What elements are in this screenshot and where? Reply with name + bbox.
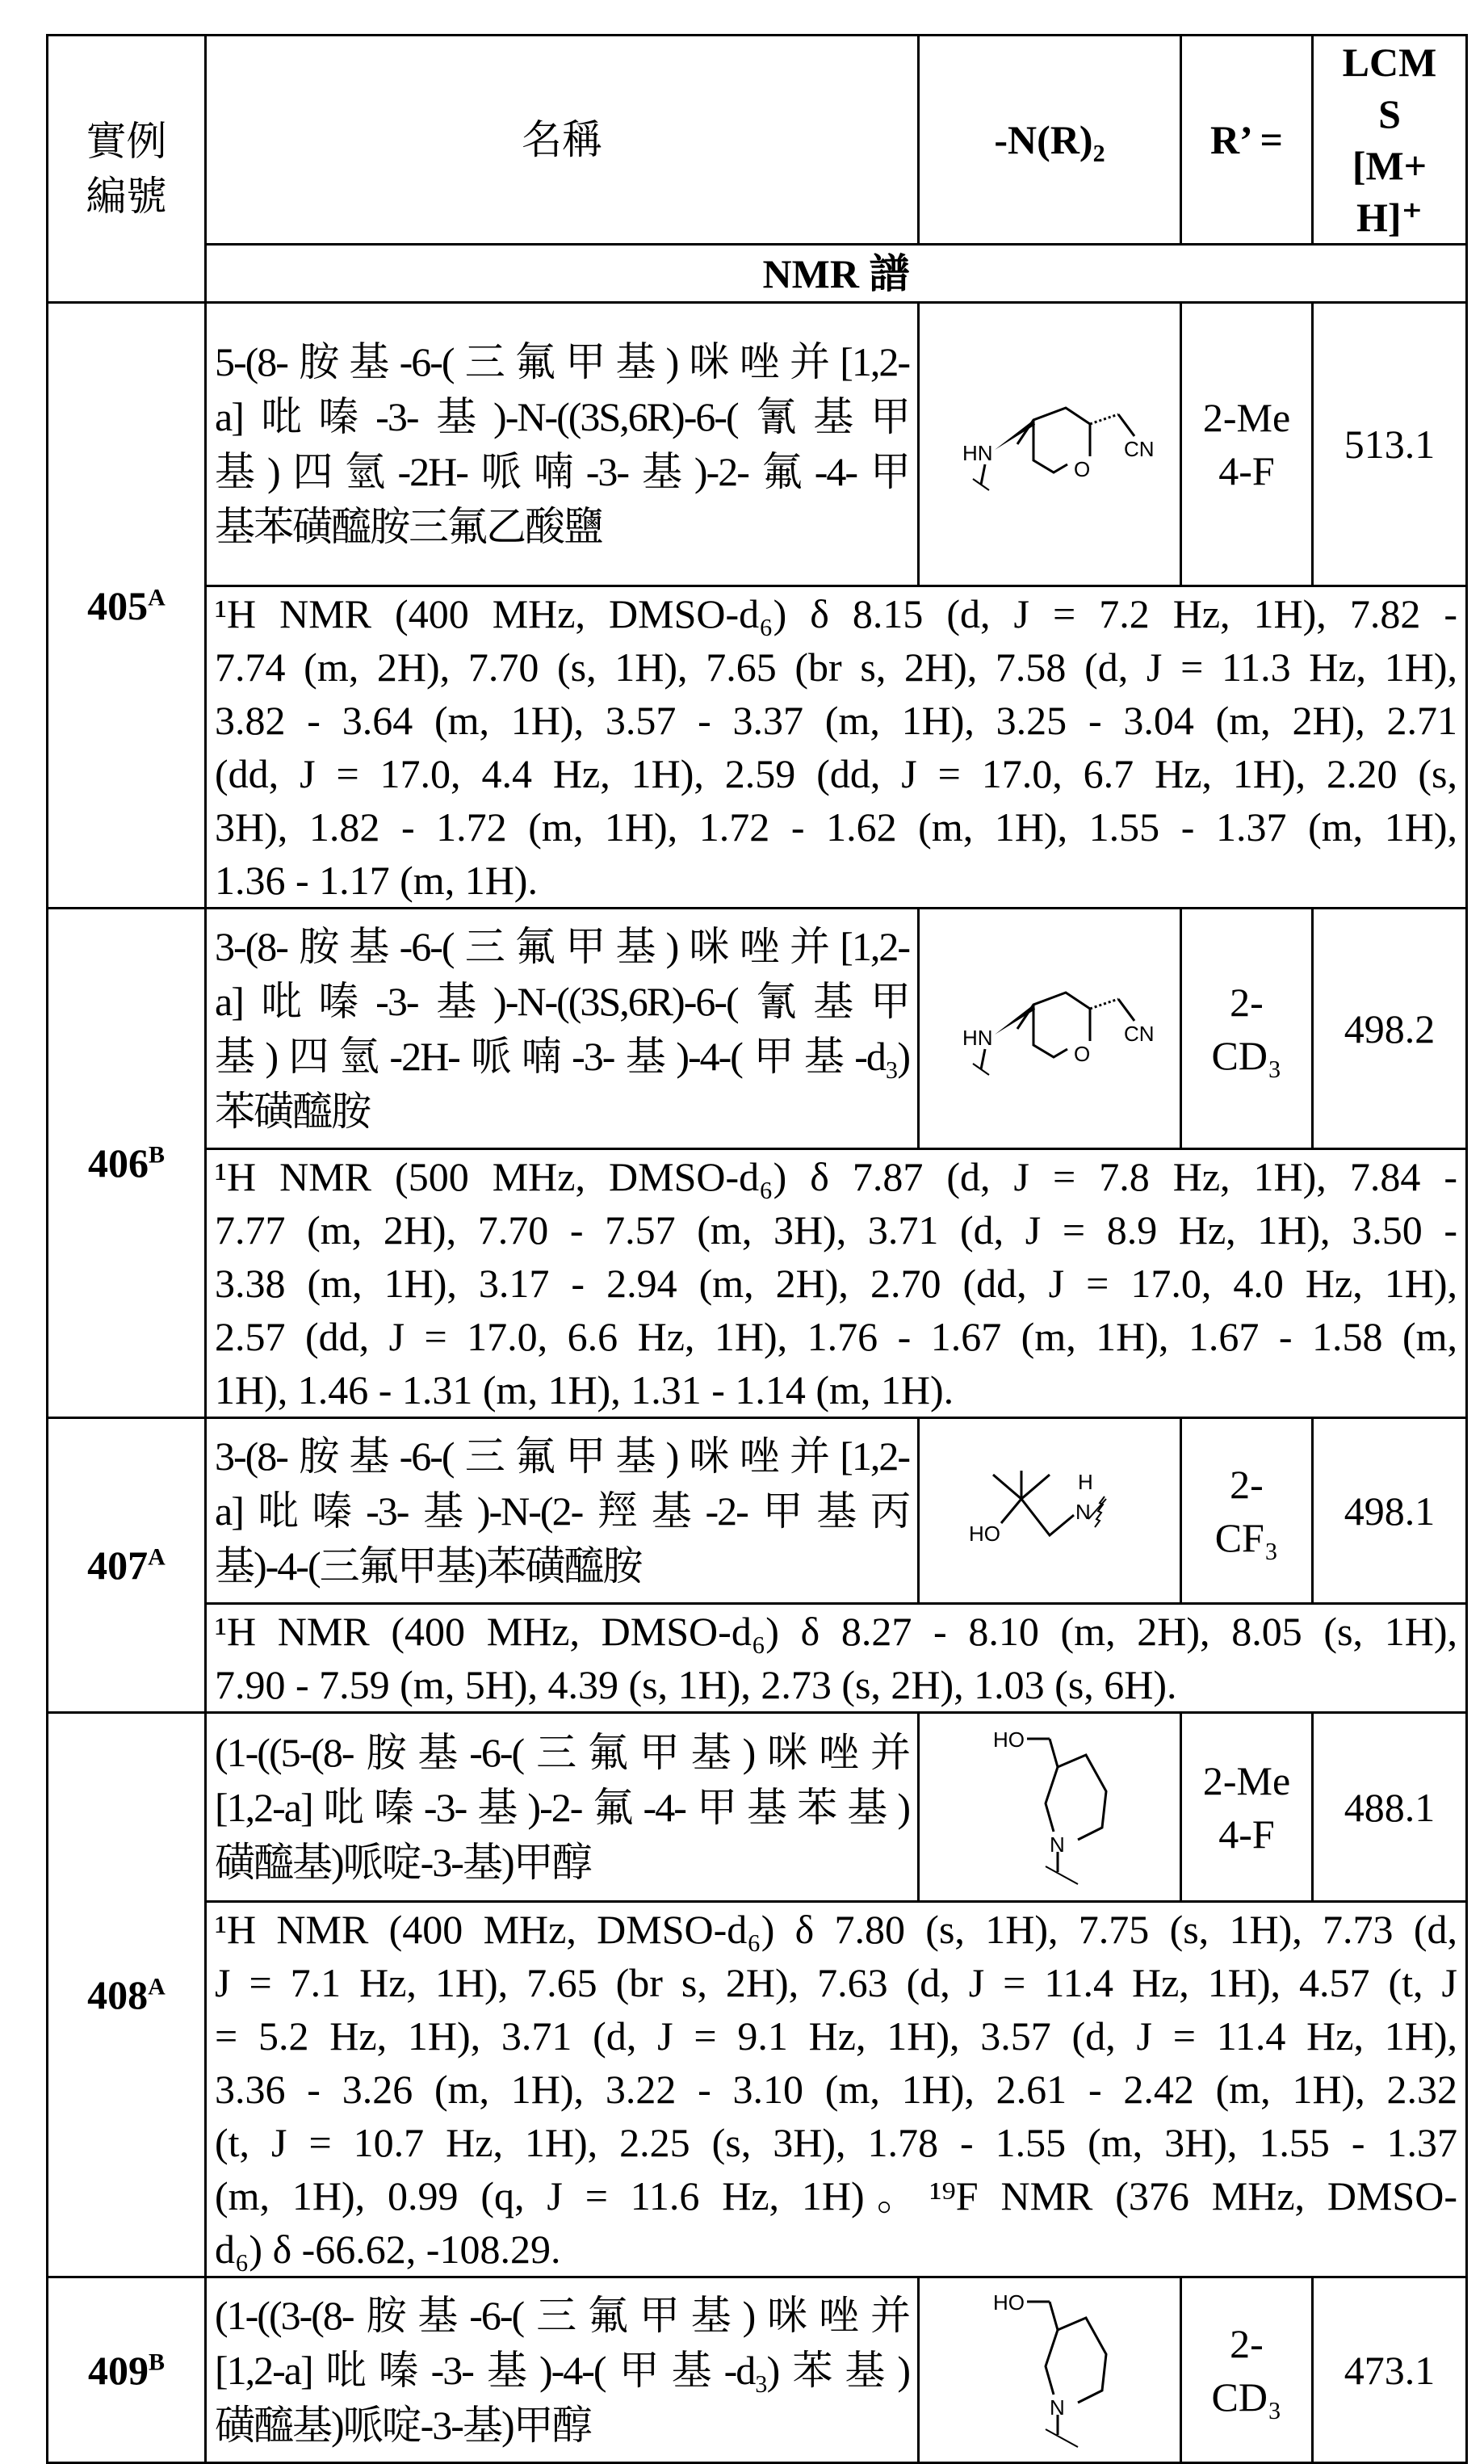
r-prime-cell xyxy=(1181,1418,1313,1604)
example-number xyxy=(48,1713,206,2277)
svg-text:O: O xyxy=(1074,457,1090,481)
table-row xyxy=(48,1418,1467,1604)
svg-text:HO: HO xyxy=(993,1727,1025,1752)
svg-text:HN: HN xyxy=(962,441,993,465)
nr2-structure-cell xyxy=(919,2277,1181,2463)
name-line: 3-(8-胺基-6-(三氟甲基)咪唑并[1,2- xyxy=(215,1429,909,1484)
compound-name xyxy=(206,303,919,586)
r-prime-line: 4-F xyxy=(1190,1807,1303,1861)
nmr-spectrum xyxy=(206,1149,1467,1418)
svg-text:N: N xyxy=(1050,1832,1065,1857)
example-id: 406 xyxy=(88,1140,149,1186)
name-line: a]吡嗪-3-基)-N-((3S,6R)-6-(氰基甲 xyxy=(215,389,909,444)
example-number xyxy=(48,2277,206,2463)
name-line: 5-(8-胺基-6-(三氟甲基)咪唑并[1,2- xyxy=(215,334,909,389)
lcms-value: 513.1 xyxy=(1313,303,1467,586)
header-line: 實例 xyxy=(57,114,196,169)
svg-text:HN: HN xyxy=(962,1026,993,1050)
nr2-structure-cell xyxy=(919,303,1181,586)
table-row xyxy=(48,1713,1467,1902)
name-line: a]吡嗪-3-基)-N-((3S,6R)-6-(氰基甲 xyxy=(215,974,909,1029)
example-number xyxy=(48,1418,206,1713)
nr2-structure-cell xyxy=(919,1418,1181,1604)
compound-name xyxy=(206,909,919,1149)
lcms-value: 488.1 xyxy=(1313,1713,1467,1902)
nmr-line: 3.82 - 3.64 (m, 1H), 3.57 - 3.37 (m, 1H), 3.25 - 3.04 (m, 2H), 2.71 xyxy=(215,694,1457,747)
header-nmr: NMR 譜 xyxy=(206,245,1467,303)
nmr-line: ¹H NMR (400 MHz, DMSO-d₆) δ 7.80 (s, 1H), 7.75 (s, 1H), 7.73 (d, xyxy=(215,1903,1457,1956)
r-prime-line: 2- xyxy=(1190,2317,1303,2370)
nr2-structure-cell xyxy=(919,909,1181,1149)
nmr-line: 7.74 (m, 2H), 7.70 (s, 1H), 7.65 (br s, 2H), 7.58 (d, J = 11.3 Hz, 1H), xyxy=(215,640,1457,694)
table-row xyxy=(48,303,1467,586)
piperidinylmethanol-structure xyxy=(969,2286,1130,2455)
name-line: (1-((5-(8-胺基-6-(三氟甲基)咪唑并 xyxy=(215,1725,909,1780)
header-lcms xyxy=(1313,36,1467,245)
svg-text:O: O xyxy=(1074,1042,1090,1066)
nmr-line: 7.90 - 7.59 (m, 5H), 4.39 (s, 1H), 2.73 (s, 2H), 1.03 (s, 6H). xyxy=(215,1658,1457,1711)
table-row xyxy=(48,909,1467,1149)
name-line: 基苯磺醯胺三氟乙酸鹽 xyxy=(215,499,909,554)
nmr-line: (t, J = 10.7 Hz, 1H), 2.25 (s, 3H), 1.78 - 1.55 (m, 3H), 1.55 - 1.37 xyxy=(215,2116,1457,2169)
r-prime-line: 2- xyxy=(1190,976,1303,1029)
example-id: 405 xyxy=(87,583,148,628)
example-id: 407 xyxy=(87,1543,148,1588)
example-footnote: A xyxy=(148,1543,166,1570)
nmr-spectrum xyxy=(206,586,1467,909)
svg-text:CN: CN xyxy=(1124,437,1155,461)
example-footnote: A xyxy=(148,584,166,611)
name-line: [1,2-a]吡嗪-3-基)-4-(甲基-d₃)苯基) xyxy=(215,2343,909,2398)
header-line: S xyxy=(1322,88,1457,140)
example-number xyxy=(48,909,206,1418)
lcms-value: 498.1 xyxy=(1313,1418,1467,1604)
r-prime-line: CD₃ xyxy=(1190,1029,1303,1082)
header-r-prime: R’ = xyxy=(1181,36,1313,245)
name-line: 磺醯基)哌啶-3-基)甲醇 xyxy=(215,1835,909,1890)
svg-text:HO: HO xyxy=(969,1522,1000,1546)
svg-text:N: N xyxy=(1050,2395,1065,2420)
header-line: 編號 xyxy=(57,169,196,224)
example-number xyxy=(48,303,206,909)
example-footnote: A xyxy=(148,1973,166,2000)
nmr-line: 1H), 1.46 - 1.31 (m, 1H), 1.31 - 1.14 (m, 1H). xyxy=(215,1363,1457,1417)
svg-text:CN: CN xyxy=(1124,1022,1155,1046)
svg-text:H: H xyxy=(1078,1470,1093,1494)
name-line: (1-((3-(8-胺基-6-(三氟甲基)咪唑并 xyxy=(215,2288,909,2343)
nmr-line: 2.57 (dd, J = 17.0, 6.6 Hz, 1H), 1.76 - 1.67 (m, 1H), 1.67 - 1.58 (m, xyxy=(215,1310,1457,1363)
nmr-line: = 5.2 Hz, 1H), 3.71 (d, J = 9.1 Hz, 1H), 3.57 (d, J = 11.4 Hz, 1H), xyxy=(215,2009,1457,2063)
r-prime-line: CF₃ xyxy=(1190,1511,1303,1564)
name-line: 基)四氫-2H-哌喃-3-基)-4-(甲基-d₃) xyxy=(215,1029,909,1084)
example-footnote: B xyxy=(149,1141,165,1168)
compound-table xyxy=(46,34,1468,2464)
nmr-row xyxy=(48,1604,1467,1713)
name-line: 基)-4-(三氟甲基)苯磺醯胺 xyxy=(215,1538,909,1593)
header-line: H]⁺ xyxy=(1322,191,1457,243)
nmr-line: 3.36 - 3.26 (m, 1H), 3.22 - 3.10 (m, 1H), 2.61 - 2.42 (m, 1H), 2.32 xyxy=(215,2063,1457,2116)
nmr-row xyxy=(48,1149,1467,1418)
lcms-value: 498.2 xyxy=(1313,909,1467,1149)
lcms-value: 473.1 xyxy=(1313,2277,1467,2463)
name-line: a]吡嗪-3-基)-N-(2-羥基-2-甲基丙 xyxy=(215,1484,909,1538)
r-prime-line: 2-Me xyxy=(1190,391,1303,444)
nmr-row xyxy=(48,586,1467,909)
tetrahydropyran-cyanomethyl-structure xyxy=(945,968,1155,1089)
r-prime-line: 4-F xyxy=(1190,444,1303,497)
r-prime-line: CD₃ xyxy=(1190,2370,1303,2424)
nmr-spectrum xyxy=(206,1902,1467,2277)
nmr-line: ¹H NMR (400 MHz, DMSO-d₆) δ 8.27 - 8.10 (m, 2H), 8.05 (s, 1H), xyxy=(215,1605,1457,1658)
nmr-spectrum xyxy=(206,1604,1467,1713)
nmr-line: (dd, J = 17.0, 4.4 Hz, 1H), 2.59 (dd, J = 17.0, 6.7 Hz, 1H), 2.20 (s, xyxy=(215,747,1457,800)
compound-name xyxy=(206,1713,919,1902)
nmr-line: d₆) δ -66.62, -108.29. xyxy=(215,2223,1457,2276)
r-prime-cell xyxy=(1181,1713,1313,1902)
header-nr2: -N(R)₂ xyxy=(919,36,1181,245)
example-id: 408 xyxy=(87,1972,148,2017)
header-name: 名稱 xyxy=(206,36,919,245)
r-prime-line: 2-Me xyxy=(1190,1754,1303,1807)
svg-text:HO: HO xyxy=(993,2290,1025,2315)
hydroxy-methylpropylamino-structure xyxy=(945,1450,1155,1572)
name-line: 苯磺醯胺 xyxy=(215,1084,909,1139)
header-example-no xyxy=(48,36,206,303)
nmr-row xyxy=(48,1902,1467,2277)
header-line: [M+ xyxy=(1322,140,1457,191)
nmr-line: 3.38 (m, 1H), 3.17 - 2.94 (m, 2H), 2.70 (dd, J = 17.0, 4.0 Hz, 1H), xyxy=(215,1257,1457,1310)
r-prime-cell xyxy=(1181,909,1313,1149)
nr2-structure-cell xyxy=(919,1713,1181,1902)
example-footnote: B xyxy=(149,2349,165,2375)
example-id: 409 xyxy=(88,2348,149,2393)
svg-text:N: N xyxy=(1075,1500,1091,1524)
name-line: 3-(8-胺基-6-(三氟甲基)咪唑并[1,2- xyxy=(215,919,909,974)
nmr-line: ¹H NMR (400 MHz, DMSO-d₆) δ 8.15 (d, J = 7.2 Hz, 1H), 7.82 - xyxy=(215,587,1457,640)
table-row xyxy=(48,2277,1467,2463)
nmr-line: J = 7.1 Hz, 1H), 7.65 (br s, 2H), 7.63 (d, J = 11.4 Hz, 1H), 4.57 (t, J xyxy=(215,1956,1457,2009)
compound-name xyxy=(206,1418,919,1604)
tetrahydropyran-cyanomethyl-structure xyxy=(945,384,1155,505)
nmr-line: ¹H NMR (500 MHz, DMSO-d₆) δ 7.87 (d, J = 7.8 Hz, 1H), 7.84 - xyxy=(215,1150,1457,1203)
r-prime-line: 2- xyxy=(1190,1458,1303,1511)
nmr-line: 3H), 1.82 - 1.72 (m, 1H), 1.72 - 1.62 (m, 1H), 1.55 - 1.37 (m, 1H), xyxy=(215,800,1457,854)
nmr-line: 1.36 - 1.17 (m, 1H). xyxy=(215,854,1457,907)
piperidinylmethanol-structure xyxy=(969,1723,1130,1892)
nmr-line: 7.77 (m, 2H), 7.70 - 7.57 (m, 3H), 3.71 (d, J = 8.9 Hz, 1H), 3.50 - xyxy=(215,1203,1457,1257)
header-line: LCM xyxy=(1322,36,1457,88)
name-line: 基)四氫-2H-哌喃-3-基)-2-氟-4-甲 xyxy=(215,444,909,499)
name-line: [1,2-a]吡嗪-3-基)-2-氟-4-甲基苯基) xyxy=(215,1780,909,1835)
r-prime-cell xyxy=(1181,2277,1313,2463)
nmr-line: (m, 1H), 0.99 (q, J = 11.6 Hz, 1H)。¹⁹F NMR (376 MHz, DMSO- xyxy=(215,2169,1457,2223)
r-prime-cell xyxy=(1181,303,1313,586)
name-line: 磺醯基)哌啶-3-基)甲醇 xyxy=(215,2398,909,2453)
compound-name xyxy=(206,2277,919,2463)
